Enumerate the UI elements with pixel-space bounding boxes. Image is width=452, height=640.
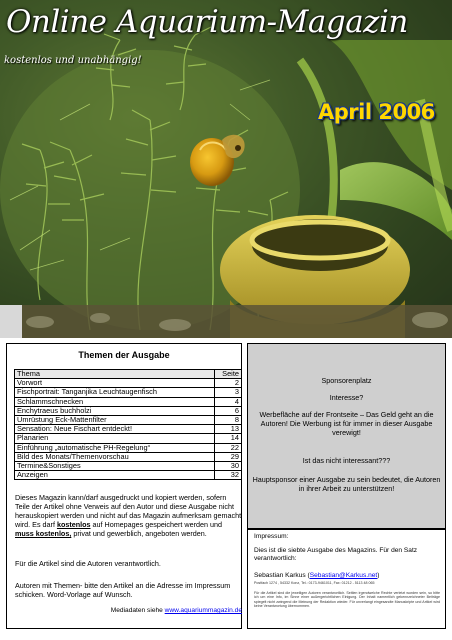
- sponsor-text-2: Hauptsponsor einer Ausgabe zu sein bedeutet, die Autoren in ihrer Arbeit zu unterstützen!: [252, 475, 441, 493]
- legal-disclaimer: Für die Artikel sind die jeweiligen Autoren verantwortlich. Seitlen irgendwelche Rechte verletzt worden sein, so bitte ich um eine Info, im Sinne einer außergerichtlichen Einigung. Der Inhalt namentlich gekennzeichneter Beiträge spiegelt nicht zwingend die Meinung der Redaktion wieder. Für unverlangt eingesandte Manuskripte und Artikel wird keine Verantwortung übernommen.: [254, 591, 440, 609]
- column-header-topic: Thema: [15, 370, 215, 379]
- contents-heading: Themen der Ausgabe: [78, 350, 170, 360]
- page-cell: 3: [215, 388, 242, 397]
- contents-table: [14, 369, 242, 480]
- publisher-address: Postfach 1274 , 54332 Konz, Tel.: 0173-9461011, Fax: 01212 - 5113 48 065: [254, 581, 375, 585]
- table-row: [15, 434, 242, 443]
- page-cell: 22: [215, 443, 242, 452]
- page-cell: 4: [215, 397, 242, 406]
- topic-cell: Enchytraeus buchholzi: [15, 406, 215, 415]
- usage-notice-part1: Dieses Magazin kann/darf ausgedruckt und kopiert werden, sofern Teile der Artikel ohne Verweis auf den Autor und diese Ausgabe nicht herauskopiert werden und nicht auf das Magazin aufmerksam gemacht wird. Es darf: [15, 493, 242, 529]
- table-row: [15, 397, 242, 406]
- publisher-name: Sebastian Karkus (: [254, 572, 310, 579]
- sponsor-panel: [247, 343, 446, 529]
- media-data-label: Mediadaten siehe: [110, 607, 165, 614]
- page-cell: 8: [215, 415, 242, 424]
- authors-note: Autoren mit Themen- bitte den Artikel an die Adresse im Impressum schicken. Word-Vorlage auf Wunsch.: [15, 581, 231, 599]
- topic-cell: Vorwort: [15, 379, 215, 388]
- topic-cell: Einführung „automatische PH-Regelung“: [15, 443, 215, 452]
- page-cell: 13: [215, 425, 242, 434]
- table-row: [15, 388, 242, 397]
- publisher-line: [254, 572, 440, 580]
- responsibility-note: Für die Artikel sind die Autoren verantwortlich.: [15, 559, 161, 568]
- usage-notice: [15, 493, 242, 538]
- contents-panel: [6, 343, 242, 629]
- usage-notice-part2: auf Homepages gespeichert werden und: [90, 520, 222, 529]
- column-header-page: Seite: [215, 370, 242, 379]
- topic-cell: Anzeigen: [15, 471, 215, 480]
- topic-cell: Sensation: Neue Fischart entdeckt!: [15, 425, 215, 434]
- usage-emphasis-must: muss kostenlos,: [15, 529, 72, 538]
- topic-cell: Fischportrait: Tanganjika Leuchtaugenfisch: [15, 388, 215, 397]
- usage-notice-part3: privat und gewerblich, angeboten werden.: [71, 529, 207, 538]
- publisher-email-link[interactable]: Sebastian@Karkus.net: [309, 572, 378, 579]
- page-cell: 32: [215, 471, 242, 480]
- sponsor-heading: Sponsorenplatz: [321, 376, 372, 385]
- magazine-title: Online Aquarium-Magazin: [6, 4, 408, 40]
- topic-cell: Planarien: [15, 434, 215, 443]
- impressum-panel: [247, 529, 446, 629]
- publisher-name-end: ): [377, 572, 380, 579]
- page-cell: 14: [215, 434, 242, 443]
- table-row: [15, 461, 242, 470]
- issue-date: April 2006: [318, 100, 435, 124]
- page-cell: 29: [215, 452, 242, 461]
- table-row: [15, 425, 242, 434]
- usage-emphasis-free: kostenlos: [56, 520, 91, 529]
- media-data-line: [15, 606, 242, 615]
- sponsor-question: Interesse?: [329, 393, 364, 402]
- table-row: [15, 443, 242, 452]
- page-cell: 6: [215, 406, 242, 415]
- media-data-link[interactable]: www.aquariummagazin.de: [164, 607, 242, 614]
- impressum-text: Dies ist die siebte Ausgabe des Magazins. Für den Satz verantwortlich:: [254, 547, 418, 562]
- page-cell: 2: [215, 379, 242, 388]
- magazine-subtitle: kostenlos und unabhängig!: [4, 55, 142, 66]
- table-header-row: [15, 370, 242, 379]
- sponsor-question-2: Ist das nicht interessant???: [302, 456, 391, 465]
- table-row: [15, 471, 242, 480]
- topic-cell: Termine&Sonstiges: [15, 461, 215, 470]
- page-cell: 30: [215, 461, 242, 470]
- table-row: [15, 452, 242, 461]
- sponsor-text: Werbefläche auf der Frontseite – Das Geld geht an die Autoren! Die Werbung ist für immer in dieser Ausgabe verewigt!: [259, 410, 434, 437]
- topic-cell: Umrüstung Eck-Mattenfilter: [15, 415, 215, 424]
- topic-cell: Schlammschnecken: [15, 397, 215, 406]
- topic-cell: Bild des Monats/Themenvorschau: [15, 452, 215, 461]
- impressum-heading: Impressum:: [254, 533, 289, 540]
